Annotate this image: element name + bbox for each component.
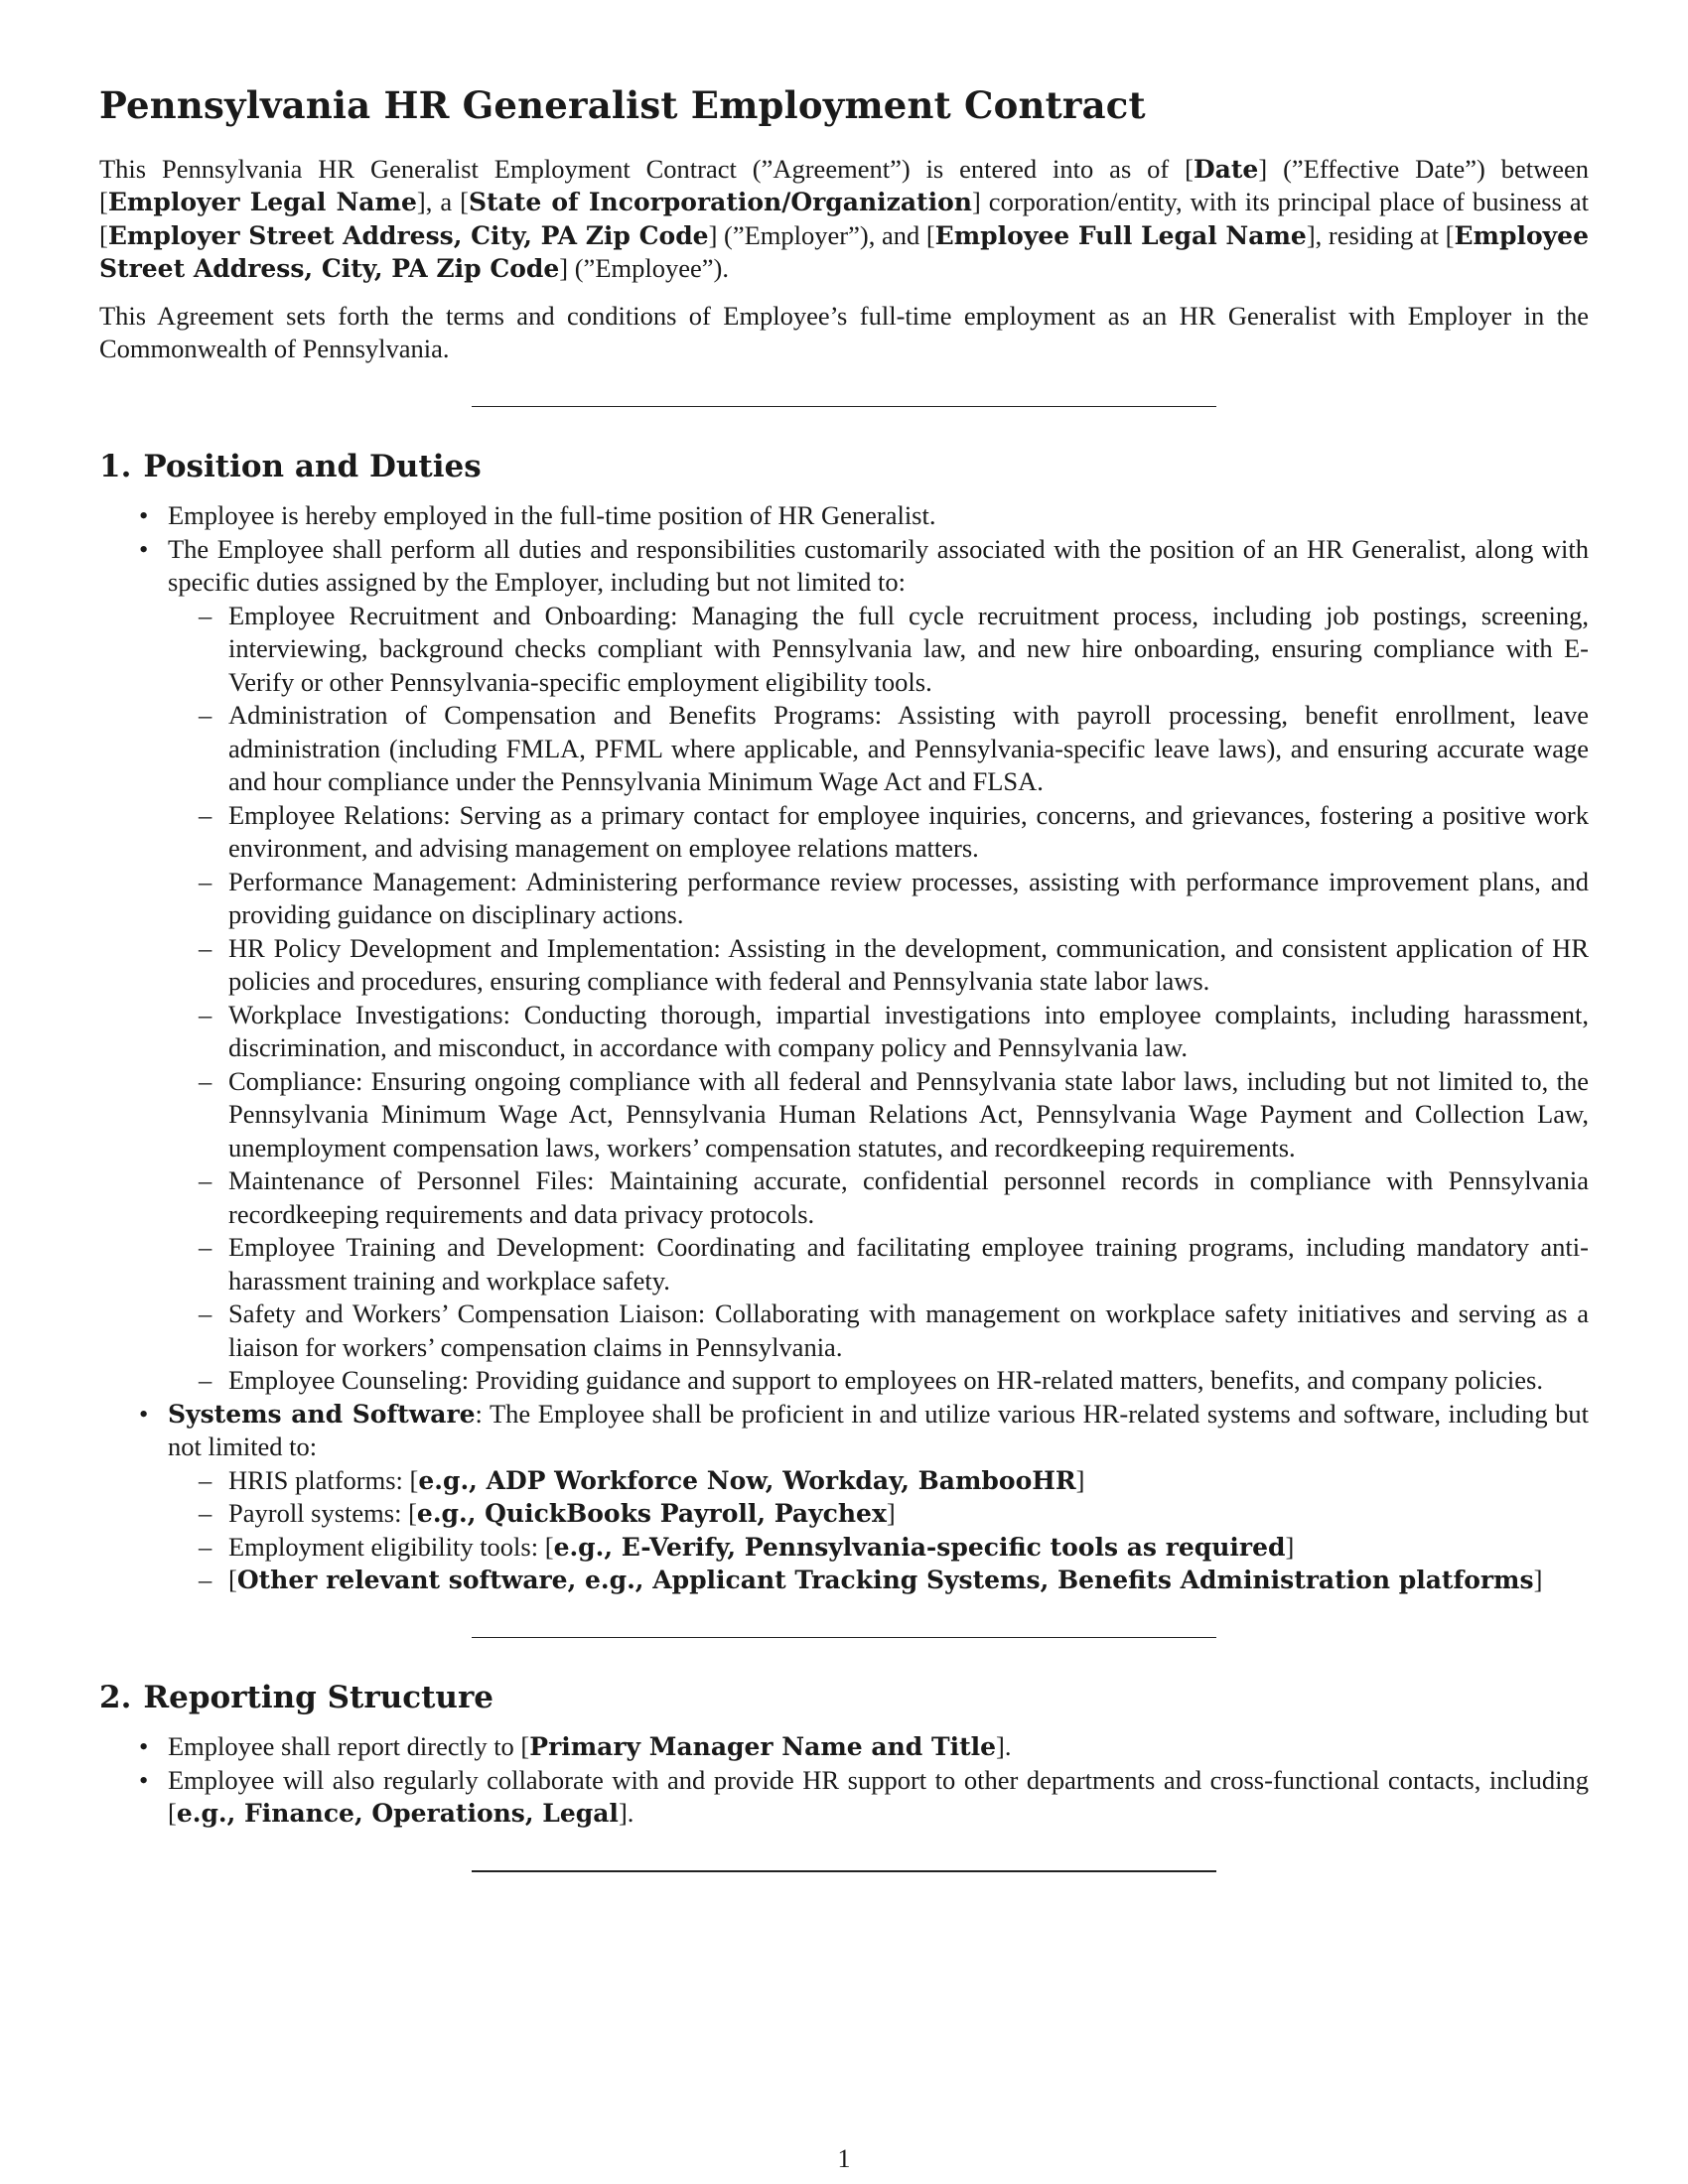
placeholder-employee-address: Employee Street Address, City, PA Zip Code <box>99 220 1589 283</box>
list-item-text: Employee will also regularly collaborate with and provide HR support to other departments and cross-functional contacts, including [ <box>168 1764 1589 1828</box>
duty-item: – Employee Counseling: Providing guidance and support to employees on HR-related matters, benefits, and company policies. <box>228 1364 1589 1398</box>
duties-sublist <box>168 600 1589 1398</box>
bracket: ] <box>1533 1565 1543 1594</box>
section-number: 2. <box>99 1679 132 1715</box>
systems-label: Systems and Software <box>168 1399 476 1429</box>
intro-text: ] corporation/entity, with its principal place of business at [ <box>99 187 1589 250</box>
placeholder-state: State of Incorporation/Organization <box>468 188 972 216</box>
bracket: [ <box>228 1565 237 1594</box>
duty-item: – Employee Recruitment and Onboarding: Managing the full cycle recruitment process, including job postings, screening, interviewing, background checks compliant with Pennsylvania law, and new hire onboarding, ensuring compliance with E-Verify or other Pennsylvania-specific employment eligibility tools. <box>228 600 1589 700</box>
intro-text: ] (”Effective Date”) between [ <box>99 153 1589 216</box>
list-item <box>168 1398 1589 1597</box>
list-item <box>168 1730 1589 1764</box>
bracket: ] <box>886 1498 896 1528</box>
section-divider <box>472 406 1216 407</box>
duty-item: – Performance Management: Administering performance review processes, assisting with performance improvement plans, and providing guidance on disciplinary actions. <box>228 866 1589 932</box>
list-item <box>168 533 1589 1398</box>
placeholder-payroll: e.g., QuickBooks Payroll, Paychex <box>416 1499 887 1528</box>
position-duties-list <box>99 499 1589 1597</box>
intro-text: ], a [ <box>416 187 469 216</box>
placeholder-employer-address: Employer Street Address, City, PA Zip Code <box>107 220 709 250</box>
intro-text: ] (”Employer”), and [ <box>708 219 935 250</box>
duty-item: – Maintenance of Personnel Files: Maintaining accurate, confidential personnel records in compliance with Pennsylvania recordkeeping requirements and data privacy protocols. <box>228 1164 1589 1231</box>
section-number: 1. <box>99 448 132 484</box>
placeholder-manager: Primary Manager Name and Title <box>529 1732 997 1761</box>
placeholder-departments: e.g., Finance, Operations, Legal <box>176 1799 619 1828</box>
placeholder-other-software: Other relevant software, e.g., Applicant Tracking Systems, Benefits Administration platforms <box>236 1566 1534 1594</box>
section-divider <box>472 1637 1216 1638</box>
list-item-text: ]. <box>618 1798 634 1828</box>
list-item: • Employee is hereby employed in the full-time position of HR Generalist. <box>168 499 1589 533</box>
system-label: Payroll systems: [ <box>228 1498 417 1528</box>
placeholder-employee-name: Employee Full Legal Name <box>934 220 1307 250</box>
placeholder-hris: e.g., ADP Workforce Now, Workday, BambooHR <box>418 1465 1076 1495</box>
bracket: ] <box>1075 1464 1085 1495</box>
reporting-structure-list <box>99 1730 1589 1831</box>
section-title: Reporting Structure <box>143 1679 494 1715</box>
list-item-text: : The Employee shall be proficient in and utilize various HR-related systems and software, including but not limited to: <box>168 1398 1589 1461</box>
intro-text: This Pennsylvania HR Generalist Employment Contract (”Agreement”) is entered into as of [ <box>99 153 1194 184</box>
intro-text: ], residing at [ <box>1306 219 1455 250</box>
section-divider <box>472 1870 1216 1872</box>
duty-item: – Workplace Investigations: Conducting thorough, impartial investigations into employee complaints, including harassment, discrimination, and misconduct, in accordance with company policy and Pennsylvania law. <box>228 999 1589 1065</box>
systems-sublist <box>168 1464 1589 1597</box>
duty-item: – Employee Training and Development: Coordinating and facilitating employee training programs, including mandatory anti-harassment training and workplace safety. <box>228 1231 1589 1297</box>
placeholder-date: Date <box>1193 154 1259 184</box>
list-item <box>168 1764 1589 1831</box>
system-item <box>228 1531 1589 1565</box>
document-title: Pennsylvania HR Generalist Employment Contract <box>99 83 1146 127</box>
duty-item: – Employee Relations: Serving as a primary contact for employee inquiries, concerns, and grievances, fostering a positive work environment, and advising management on employee relations matters. <box>228 799 1589 866</box>
placeholder-eligibility: e.g., E-Verify, Pennsylvania-specific tools as required <box>553 1532 1286 1562</box>
list-item-text: The Employee shall perform all duties and responsibilities customarily associated with the position of an HR Generalist, along with specific duties assigned by the Employer, including but not limited to: <box>168 533 1589 597</box>
duty-item: – Administration of Compensation and Benefits Programs: Assisting with payroll processing, benefit enrollment, leave administration (including FMLA, PFML where applicable, and Pennsylvania-specific leave laws), and ensuring accurate wage and hour compliance under the Pennsylvania Minimum Wage Act and FLSA. <box>228 699 1589 799</box>
intro-paragraph <box>99 153 1589 286</box>
section-title: Position and Duties <box>143 448 482 484</box>
duty-item: – HR Policy Development and Implementation: Assisting in the development, communication, and consistent application of HR policies and procedures, ensuring compliance with federal and Pennsylvania state labor laws. <box>228 932 1589 999</box>
system-label: Employment eligibility tools: [ <box>228 1531 554 1562</box>
intro-text: ] (”Employee”). <box>559 253 729 283</box>
system-item <box>228 1564 1589 1597</box>
system-item <box>228 1497 1589 1531</box>
duty-item: – Safety and Workers’ Compensation Liaison: Collaborating with management on workplace safety initiatives and serving as a liaison for workers’ compensation claims in Pennsylvania. <box>228 1297 1589 1364</box>
system-label: HRIS platforms: [ <box>228 1464 419 1495</box>
list-item-text: Employee shall report directly to [ <box>168 1731 530 1761</box>
contract-page <box>99 79 1589 1912</box>
bracket: ] <box>1285 1531 1295 1562</box>
list-item-text: ]. <box>996 1731 1012 1761</box>
system-item <box>228 1464 1589 1498</box>
section-heading-reporting-structure <box>99 1679 1589 1715</box>
agreement-purpose-paragraph: This Agreement sets forth the terms and conditions of Employee’s full-time employment as an HR Generalist with Employer in the Commonwealth of Pennsylvania. <box>99 300 1589 363</box>
duty-item: – Compliance: Ensuring ongoing compliance with all federal and Pennsylvania state labor laws, including but not limited to, the Pennsylvania Minimum Wage Act, Pennsylvania Human Relations Act, Pennsylvania Wage Payment and Collection Law, unemployment compensation laws, workers’ compensation statutes, and recordkeeping requirements. <box>228 1065 1589 1165</box>
page-number: 1 <box>837 2144 851 2173</box>
placeholder-employer-name: Employer Legal Name <box>107 188 417 216</box>
section-heading-position-duties <box>99 448 1589 484</box>
